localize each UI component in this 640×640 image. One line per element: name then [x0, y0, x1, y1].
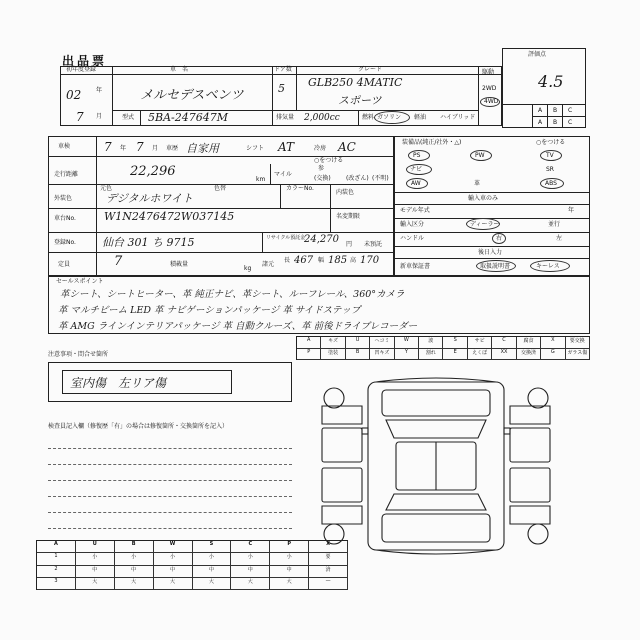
- equip-sr: SR: [546, 166, 554, 173]
- grid-cell: 要: [309, 553, 348, 565]
- history-value: 自家用: [186, 142, 219, 155]
- grid-cell: 1: [37, 553, 76, 565]
- legend-cell: サビ: [468, 337, 492, 349]
- grid-cell: 中: [231, 566, 270, 578]
- legend-cell: C: [492, 337, 516, 349]
- doors-value: 5: [278, 82, 285, 95]
- length-value: 467: [294, 255, 314, 266]
- keyless-label: キーレス: [536, 263, 560, 270]
- grid-header-cell: A: [37, 541, 76, 553]
- parallel-label: 並行: [548, 221, 561, 228]
- height-value: 170: [360, 255, 380, 266]
- fuel-light: 軽油: [414, 114, 427, 121]
- legend-cell: X: [541, 337, 565, 349]
- grade-a: A: [538, 107, 543, 114]
- grid-cell: 小: [76, 553, 115, 565]
- manual-label: 取扱説明書: [480, 263, 511, 270]
- grid-cell: 中: [115, 566, 154, 578]
- score-value: 4.5: [538, 72, 564, 91]
- exchange-label: (交換): [314, 175, 331, 182]
- grid-cell: 中: [270, 566, 309, 578]
- model-year-label: モデル年式: [400, 207, 430, 214]
- inspection-label: 車検: [58, 143, 71, 150]
- reg-no-value: 仙台 301 ち 9715: [102, 236, 195, 249]
- score-label: 評価点: [528, 51, 547, 58]
- import-label: 輸入車のみ: [468, 195, 499, 202]
- aircon-label: 冷房: [314, 145, 327, 152]
- grid-cell: 大: [193, 578, 232, 590]
- import-class-label: 輸入区分: [400, 221, 425, 228]
- handle-left: 左: [556, 235, 563, 242]
- unpaid-label: 未預託: [364, 241, 383, 248]
- grid-header-cell: S: [193, 541, 232, 553]
- first-reg-label: 初年度登録: [66, 66, 97, 73]
- capacity-value: 7: [114, 254, 123, 269]
- grid-cell: 3: [37, 578, 76, 590]
- grid-cell: 小: [270, 553, 309, 565]
- bottom-grid: [36, 540, 348, 590]
- legend-cell: W: [395, 337, 419, 349]
- grid-header-cell: W: [154, 541, 193, 553]
- equip-nav: ナビ: [410, 166, 423, 173]
- grid-cell: 済: [309, 566, 348, 578]
- fuel-value: ガソリン: [377, 114, 402, 121]
- grid-cell: —: [309, 578, 348, 590]
- recycle-value: 24,270: [304, 234, 339, 245]
- dealer-label: ディーラー: [470, 221, 500, 228]
- equip-aw: AW: [411, 180, 421, 187]
- handle-label: ハンドル: [400, 235, 425, 242]
- unknown-label: (不明): [372, 175, 389, 182]
- mileage-label: 走行距離: [54, 171, 79, 178]
- legend-cell: 塗装: [321, 349, 345, 361]
- grid-cell: 大: [154, 578, 193, 590]
- car-name-label: 車 名: [170, 66, 189, 73]
- drive-2wd: 2WD: [482, 85, 497, 92]
- grid-cell: 2: [37, 566, 76, 578]
- equipment-label: 装備品(純正/社外・△): [402, 139, 462, 146]
- legend-cell: 交換済: [517, 349, 541, 361]
- doors-label: ドア数: [274, 66, 292, 73]
- legend-cell: XX: [492, 349, 516, 361]
- grade-c: C: [568, 107, 573, 114]
- grid-header-cell: U: [76, 541, 115, 553]
- equip-pw: PW: [475, 152, 485, 159]
- notes-label: 注意事項・問合せ箇所: [48, 351, 109, 358]
- car-diagram: [316, 376, 556, 556]
- grid-cell: 大: [231, 578, 270, 590]
- grade-b: B: [553, 107, 558, 114]
- legend-cell: 波: [419, 337, 443, 349]
- reg-no-label: 登録No.: [54, 239, 76, 246]
- after-input-label: 後日入力: [478, 249, 503, 256]
- grid-cell: 小: [193, 553, 232, 565]
- model-code: 5BA-247647M: [148, 111, 228, 124]
- legend-cell: P: [297, 349, 321, 361]
- equip-tv: TV: [546, 152, 554, 159]
- dimensions-label: 諸元: [262, 261, 275, 268]
- mark-label: ○をつける: [314, 157, 344, 164]
- grid-cell: 小: [115, 553, 154, 565]
- legend-cell: キズ: [321, 337, 345, 349]
- legend-cell: 凹キズ: [370, 349, 394, 361]
- chassis-value: W1N2476472W037145: [104, 210, 235, 223]
- name-change-label: 名変期限: [336, 213, 361, 220]
- legend-cell: A: [297, 337, 321, 349]
- interior-label: 内装色: [336, 189, 355, 196]
- grid-cell: 中: [76, 566, 115, 578]
- grid-header-cell: X: [309, 541, 348, 553]
- legend-cell: 割れ: [419, 349, 443, 361]
- grid-cell: 大: [115, 578, 154, 590]
- history-label: 車歴: [166, 145, 179, 152]
- inspection-month: 7: [136, 140, 144, 154]
- equip-ps: PS: [413, 152, 421, 159]
- grid-cell: 大: [270, 578, 309, 590]
- exterior-color-label: 外装色: [54, 195, 73, 202]
- legend-cell: S: [443, 337, 467, 349]
- drive-4wd: 4WD: [484, 98, 499, 105]
- shift-label: シフト: [246, 145, 265, 152]
- grid-header-cell: C: [231, 541, 270, 553]
- form-title: 出品票: [62, 54, 108, 68]
- displacement-value: 2,000cc: [304, 113, 340, 123]
- legend-cell: えくぼ: [468, 349, 492, 361]
- damage-legend: [296, 336, 590, 360]
- legend-cell: ヘコミ: [370, 337, 394, 349]
- grid-cell: 中: [154, 566, 193, 578]
- chassis-label: 車台No.: [54, 215, 76, 222]
- fuel-label: 燃料: [362, 114, 375, 121]
- rewind-label: (改ざん): [346, 175, 369, 182]
- legend-cell: 要交換: [566, 337, 590, 349]
- aircon-value: AC: [338, 140, 356, 154]
- mileage-value: 22,296: [130, 164, 176, 179]
- mile-label: マイル: [274, 171, 292, 178]
- legend-cell: E: [443, 349, 467, 361]
- capacity-label: 定員: [58, 261, 71, 268]
- handle-right: 右: [496, 235, 503, 242]
- hybrid-label: ハイブリッド: [440, 114, 476, 121]
- drive-label: 駆動: [482, 69, 495, 76]
- grid-header-cell: B: [115, 541, 154, 553]
- grade-label: グレード: [358, 66, 383, 73]
- sales-point-label: セールスポイント: [56, 278, 104, 285]
- grid-cell: 中: [193, 566, 232, 578]
- shift-value: AT: [278, 140, 295, 154]
- legend-cell: B: [346, 349, 370, 361]
- grid-header-cell: P: [270, 541, 309, 553]
- km-label: km: [256, 176, 266, 183]
- sales-line-2: 革 マルチビーム LED 革 ナビゲーションパッケージ 革 サイドステップ: [58, 305, 361, 316]
- sales-line-3: 革 AMG ラインインテリアパッケージ 革 自動クルーズ、革 前後ドライブレコーダー: [58, 321, 418, 332]
- legend-cell: Y: [395, 349, 419, 361]
- legend-cell: G: [541, 349, 565, 361]
- width-value: 185: [328, 255, 348, 266]
- notes-value: 室内傷 左リア傷: [70, 376, 167, 390]
- first-reg-month: 7: [76, 110, 84, 124]
- grade-line1: GLB250 4MATIC: [308, 76, 403, 89]
- car-name-value: メルセデスベンツ: [140, 88, 244, 103]
- legend-cell: U: [346, 337, 370, 349]
- legend-cell: 腐食: [517, 337, 541, 349]
- auction-sheet: 出品票 評価点 4.5 A B C A B C 初年度登録 車 名 ドア数 グレード 02 年 7 月 メルセデスベンツ 5 GLB250 4MATIC スポーツ 駆動 2WD 4WD 型式 5BA-247647M 排気量 2,000cc 燃料 ガソリン 軽油 ハイブリッド 車検 7 年 7 月 車歴 自家用 シフト AT 冷房 AC ○をつける 走行距離 22,296 km マイル 参 (交換) (改ざん) (不明) 元色 色替 カラーNo. 外装色 デジタルホワイト 内装色 車台No. W1N2476472W037145 名変期限 登録No. 仙台 301 ち 9715 リサイクル預託金 24,270 円 未預託 定員 7 積載量 kg 諸元 長 467 幅 185 高 170 装備品(純正/社外・△) ○をつける PS PW TV ナビ SR AW 革 ABS 輸入車のみ モデル年式 年 輸入区分 ディーラー 並行 ハンドル 右 左 後日入力 新車保証書 取扱説明書 キーレス セールスポイント 革シート、シートヒーター、革 純正ナビ、革シート、ルーフレール、360°カメラ 革 マルチビーム LED 革 ナビゲーションパッケージ 革 サイドステップ 革 AMG ラインインテリアパッケージ 革 自動クルーズ、革 前後ドライブレコーダー A キズ U ヘコミ W 波 S サビ C 腐食 X 要交換 P 塗装 B 凹キズ Y 割れ E えくぼ XX 交換済 G ガラス傷 注意事項・問合せ箇所 室内傷 左リア傷 検査員記入欄（修復歴「有」の場合は修復箇所・交換箇所を記入） A U B W S C P X 1 小 小 小 小 小 小 要 2 中 中 中 中 中 中 済 3 大 大 大 大 大 大 —: [0, 0, 640, 640]
- grade-line2: スポーツ: [338, 94, 382, 107]
- model-label: 型式: [122, 114, 135, 121]
- color-no-label: カラーNo.: [286, 185, 314, 192]
- inspector-label: 検査員記入欄（修復歴「有」の場合は修復箇所・交換箇所を記入）: [48, 423, 229, 430]
- grid-cell: 小: [154, 553, 193, 565]
- inspection-year: 7: [104, 140, 112, 154]
- first-reg-year: 02: [66, 88, 82, 102]
- grid-cell: 大: [76, 578, 115, 590]
- exterior-color-value: デジタルホワイト: [106, 192, 194, 205]
- displacement-label: 排気量: [276, 114, 295, 121]
- recycle-label: リサイクル預託金: [266, 235, 306, 241]
- legend-cell: ガラス傷: [566, 349, 590, 361]
- equip-leather: 革: [474, 180, 481, 187]
- sales-line-1: 革シート、シートヒーター、革 純正ナビ、革シート、ルーフレール、360°カメラ: [60, 289, 405, 300]
- grid-cell: 小: [231, 553, 270, 565]
- load-label: 積載量: [170, 261, 189, 268]
- warranty-label: 新車保証書: [400, 263, 431, 270]
- equip-abs: ABS: [545, 180, 557, 187]
